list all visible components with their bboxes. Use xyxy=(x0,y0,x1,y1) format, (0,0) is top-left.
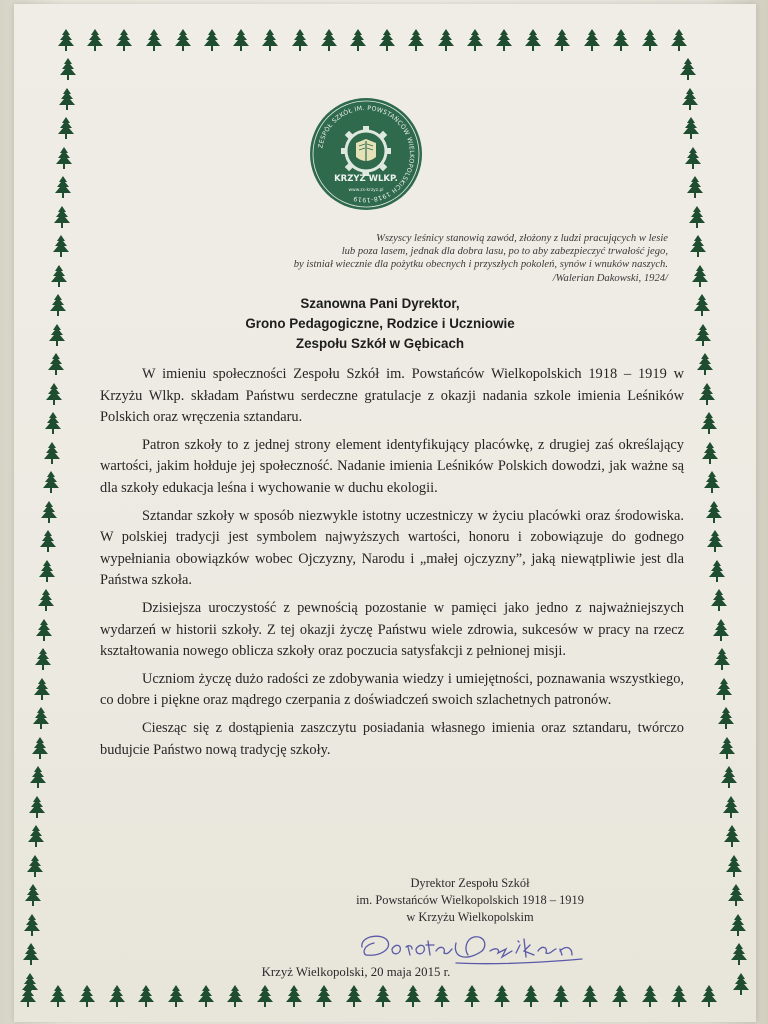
tree-icon xyxy=(227,985,243,1007)
paragraph: Patron szkoły to z jednej strony element identyfikujący placówkę, z drugiej zaś określający wartości, jakim hołduje jej społeczność. Nadanie imienia Leśników Polskich dowodzi, jak ważne są dla szkoły edukacja leśna i wychowanie w duchu ekologii. xyxy=(100,436,684,496)
tree-icon xyxy=(642,29,658,51)
tree-icon xyxy=(695,324,711,346)
tree-icon xyxy=(175,29,191,51)
tree-icon xyxy=(702,442,718,464)
tree-icon xyxy=(28,825,44,847)
tree-icon xyxy=(687,176,703,198)
tree-icon xyxy=(408,29,424,51)
quote-line: lub poza lasem, jednak dla dobra lasu, po to aby zabezpieczyć trwałość jego, xyxy=(341,246,668,258)
tree-icon xyxy=(36,619,52,641)
tree-icon xyxy=(690,235,706,257)
tree-icon xyxy=(233,29,249,51)
tree-icon xyxy=(168,985,184,1007)
tree-icon xyxy=(59,88,75,110)
tree-icon xyxy=(58,29,74,51)
tree-icon xyxy=(467,29,483,51)
signatory-line-3: w Krzyżu Wielkopolskim xyxy=(406,910,534,924)
tree-icon xyxy=(60,58,76,80)
tree-icon xyxy=(25,884,41,906)
tree-icon xyxy=(642,985,658,1007)
tree-icon xyxy=(346,985,362,1007)
tree-icon xyxy=(146,29,162,51)
greeting-heading xyxy=(170,294,590,354)
tree-icon xyxy=(699,383,715,405)
signatory-title xyxy=(320,875,620,926)
tree-icon xyxy=(53,235,69,257)
paragraph: Uczniom życzę dużo radości ze zdobywania wiedzy i umiejętności, poznawania wszystkiego, co dobre i piękne oraz mądrego czerpania z doświadczeń swoich szlachetnych patronów. xyxy=(100,670,684,709)
tree-icon xyxy=(50,985,66,1007)
tree-icon xyxy=(682,88,698,110)
tree-icon xyxy=(56,147,72,169)
tree-icon xyxy=(45,412,61,434)
tree-icon xyxy=(714,648,730,670)
tree-icon xyxy=(41,501,57,523)
tree-icon xyxy=(704,471,720,493)
tree-icon xyxy=(721,766,737,788)
tree-icon xyxy=(46,383,62,405)
tree-icon xyxy=(554,29,570,51)
tree-icon xyxy=(22,973,38,995)
greeting-line-2: Grono Pedagogiczne, Rodzice i Uczniowie xyxy=(245,316,515,331)
tree-icon xyxy=(58,117,74,139)
tree-icon xyxy=(32,737,48,759)
tree-icon xyxy=(685,147,701,169)
tree-icon xyxy=(496,29,512,51)
tree-icon xyxy=(23,943,39,965)
quote-line: Wszyscy leśnicy stanowią zawód, złożony z ludzi pracujących w lesie xyxy=(376,233,668,244)
tree-icon xyxy=(39,560,55,582)
tree-icon xyxy=(724,825,740,847)
quote-line: by istniał wiecznie dla pożytku obecnych i przyszłych pokoleń, synów i wnuków naszych. xyxy=(293,259,668,271)
tree-icon xyxy=(49,324,65,346)
tree-icon xyxy=(35,648,51,670)
greeting-line-1: Szanowna Pani Dyrektor, xyxy=(300,296,460,311)
tree-icon xyxy=(612,985,628,1007)
tree-icon xyxy=(494,985,510,1007)
tree-icon xyxy=(321,29,337,51)
tree-icon xyxy=(694,294,710,316)
tree-icon xyxy=(718,707,734,729)
quote-attribution: /Walerian Dakowski, 1924/ xyxy=(552,272,668,284)
tree-icon xyxy=(713,619,729,641)
tree-icon xyxy=(723,796,739,818)
tree-icon xyxy=(34,678,50,700)
tree-icon xyxy=(731,943,747,965)
tree-icon xyxy=(44,442,60,464)
tree-icon xyxy=(701,985,717,1007)
tree-icon xyxy=(701,412,717,434)
tree-icon xyxy=(286,985,302,1007)
tree-icon xyxy=(292,29,308,51)
tree-icon xyxy=(523,985,539,1007)
tree-icon xyxy=(38,589,54,611)
forester-quote xyxy=(240,232,668,285)
tree-icon xyxy=(706,501,722,523)
signatory-line-1: Dyrektor Zespołu Szkół xyxy=(410,876,530,890)
tree-icon xyxy=(262,29,278,51)
paragraph: Ciesząc się z dostąpienia zaszczytu posiadania własnego imienia oraz sztandaru, twórczo budujcie Państwo nową tradycję szkoły. xyxy=(100,719,684,758)
tree-icon xyxy=(719,737,735,759)
tree-icon xyxy=(709,560,725,582)
tree-icon xyxy=(43,471,59,493)
tree-icon xyxy=(48,353,64,375)
tree-icon xyxy=(29,796,45,818)
paragraph: Dzisiejsza uroczystość z pewnością pozostanie w pamięci jako jedno z najważniejszych wydarzeń w historii szkoły. Z tej okazji życzę Państwu wiele zdrowia, sukcesów w pracy na rzecz kształtowania nowego oblicza szkoły oraz poczucia satysfakcji z pełnionej misji. xyxy=(100,599,684,660)
tree-icon xyxy=(55,176,71,198)
tree-icon xyxy=(204,29,220,51)
tree-icon xyxy=(316,985,332,1007)
tree-icon xyxy=(24,914,40,936)
school-emblem xyxy=(309,97,423,211)
place-and-date: Krzyż Wielkopolski, 20 maja 2015 r. xyxy=(261,965,451,979)
tree-icon xyxy=(464,985,480,1007)
tree-icon xyxy=(27,855,43,877)
paragraph: W imieniu społeczności Zespołu Szkół im. Powstańców Wielkopolskich 1918 – 1919 w Krzyżu Wlkp. składam Państwu serdeczne gratulacje z okazji nadania szkole imienia Leśników Polskich oraz wręczenia sztandaru. xyxy=(100,366,684,426)
tree-icon xyxy=(584,29,600,51)
tree-icon xyxy=(379,29,395,51)
tree-icon xyxy=(707,530,723,552)
tree-icon xyxy=(671,985,687,1007)
tree-icon xyxy=(79,985,95,1007)
tree-icon xyxy=(257,985,273,1007)
tree-icon xyxy=(375,985,391,1007)
tree-icon xyxy=(680,58,696,80)
paragraph: Sztandar szkoły w sposób niezwykle istotny uczestniczy w życiu placówki oraz środowiska. W polskiej tradycji jest symbolem najwyższych wartości, honoru i zobowiązuje do godnego wypełniania obowiązków wobec Ojczyzny, Narodu i „małej ojczyzny”, jaką niewątpliwie jest dla Państwa szkoła. xyxy=(100,507,684,589)
book-shield-icon xyxy=(356,139,376,161)
tree-icon xyxy=(405,985,421,1007)
tree-icon xyxy=(671,29,687,51)
tree-icon xyxy=(434,985,450,1007)
tree-icon xyxy=(697,353,713,375)
tree-icon xyxy=(733,973,749,995)
tree-icon xyxy=(50,294,66,316)
tree-icon xyxy=(40,530,56,552)
tree-icon xyxy=(438,29,454,51)
tree-icon xyxy=(683,117,699,139)
tree-icon xyxy=(33,707,49,729)
tree-icon xyxy=(525,29,541,51)
tree-icon xyxy=(692,265,708,287)
tree-icon xyxy=(138,985,154,1007)
tree-icon xyxy=(726,855,742,877)
emblem-url-text: www.zs-krzyz.pl xyxy=(348,188,384,193)
tree-icon xyxy=(350,29,366,51)
tree-icon xyxy=(116,29,132,51)
tree-icon xyxy=(689,206,705,228)
letter-body xyxy=(100,364,684,767)
tree-icon xyxy=(54,206,70,228)
handwritten-signature xyxy=(356,925,596,969)
tree-icon xyxy=(582,985,598,1007)
tree-icon xyxy=(51,265,67,287)
tree-icon xyxy=(553,985,569,1007)
tree-icon xyxy=(730,914,746,936)
tree-icon xyxy=(198,985,214,1007)
tree-icon xyxy=(711,589,727,611)
signatory-line-2: im. Powstańców Wielkopolskich 1918 – 1919 xyxy=(356,893,584,907)
tree-icon xyxy=(87,29,103,51)
emblem-center-text: KRZYŻ WLKP. xyxy=(334,174,398,184)
emblem-ring-text: ZESPÓŁ SZKÓŁ IM. POWSTAŃCÓW WIELKOPOLSKICH 1918-1919 xyxy=(317,104,416,204)
tree-icon xyxy=(613,29,629,51)
tree-icon xyxy=(728,884,744,906)
greeting-line-3: Zespołu Szkół w Gębicach xyxy=(295,336,465,351)
tree-icon xyxy=(30,766,46,788)
tree-icon xyxy=(109,985,125,1007)
tree-icon xyxy=(716,678,732,700)
